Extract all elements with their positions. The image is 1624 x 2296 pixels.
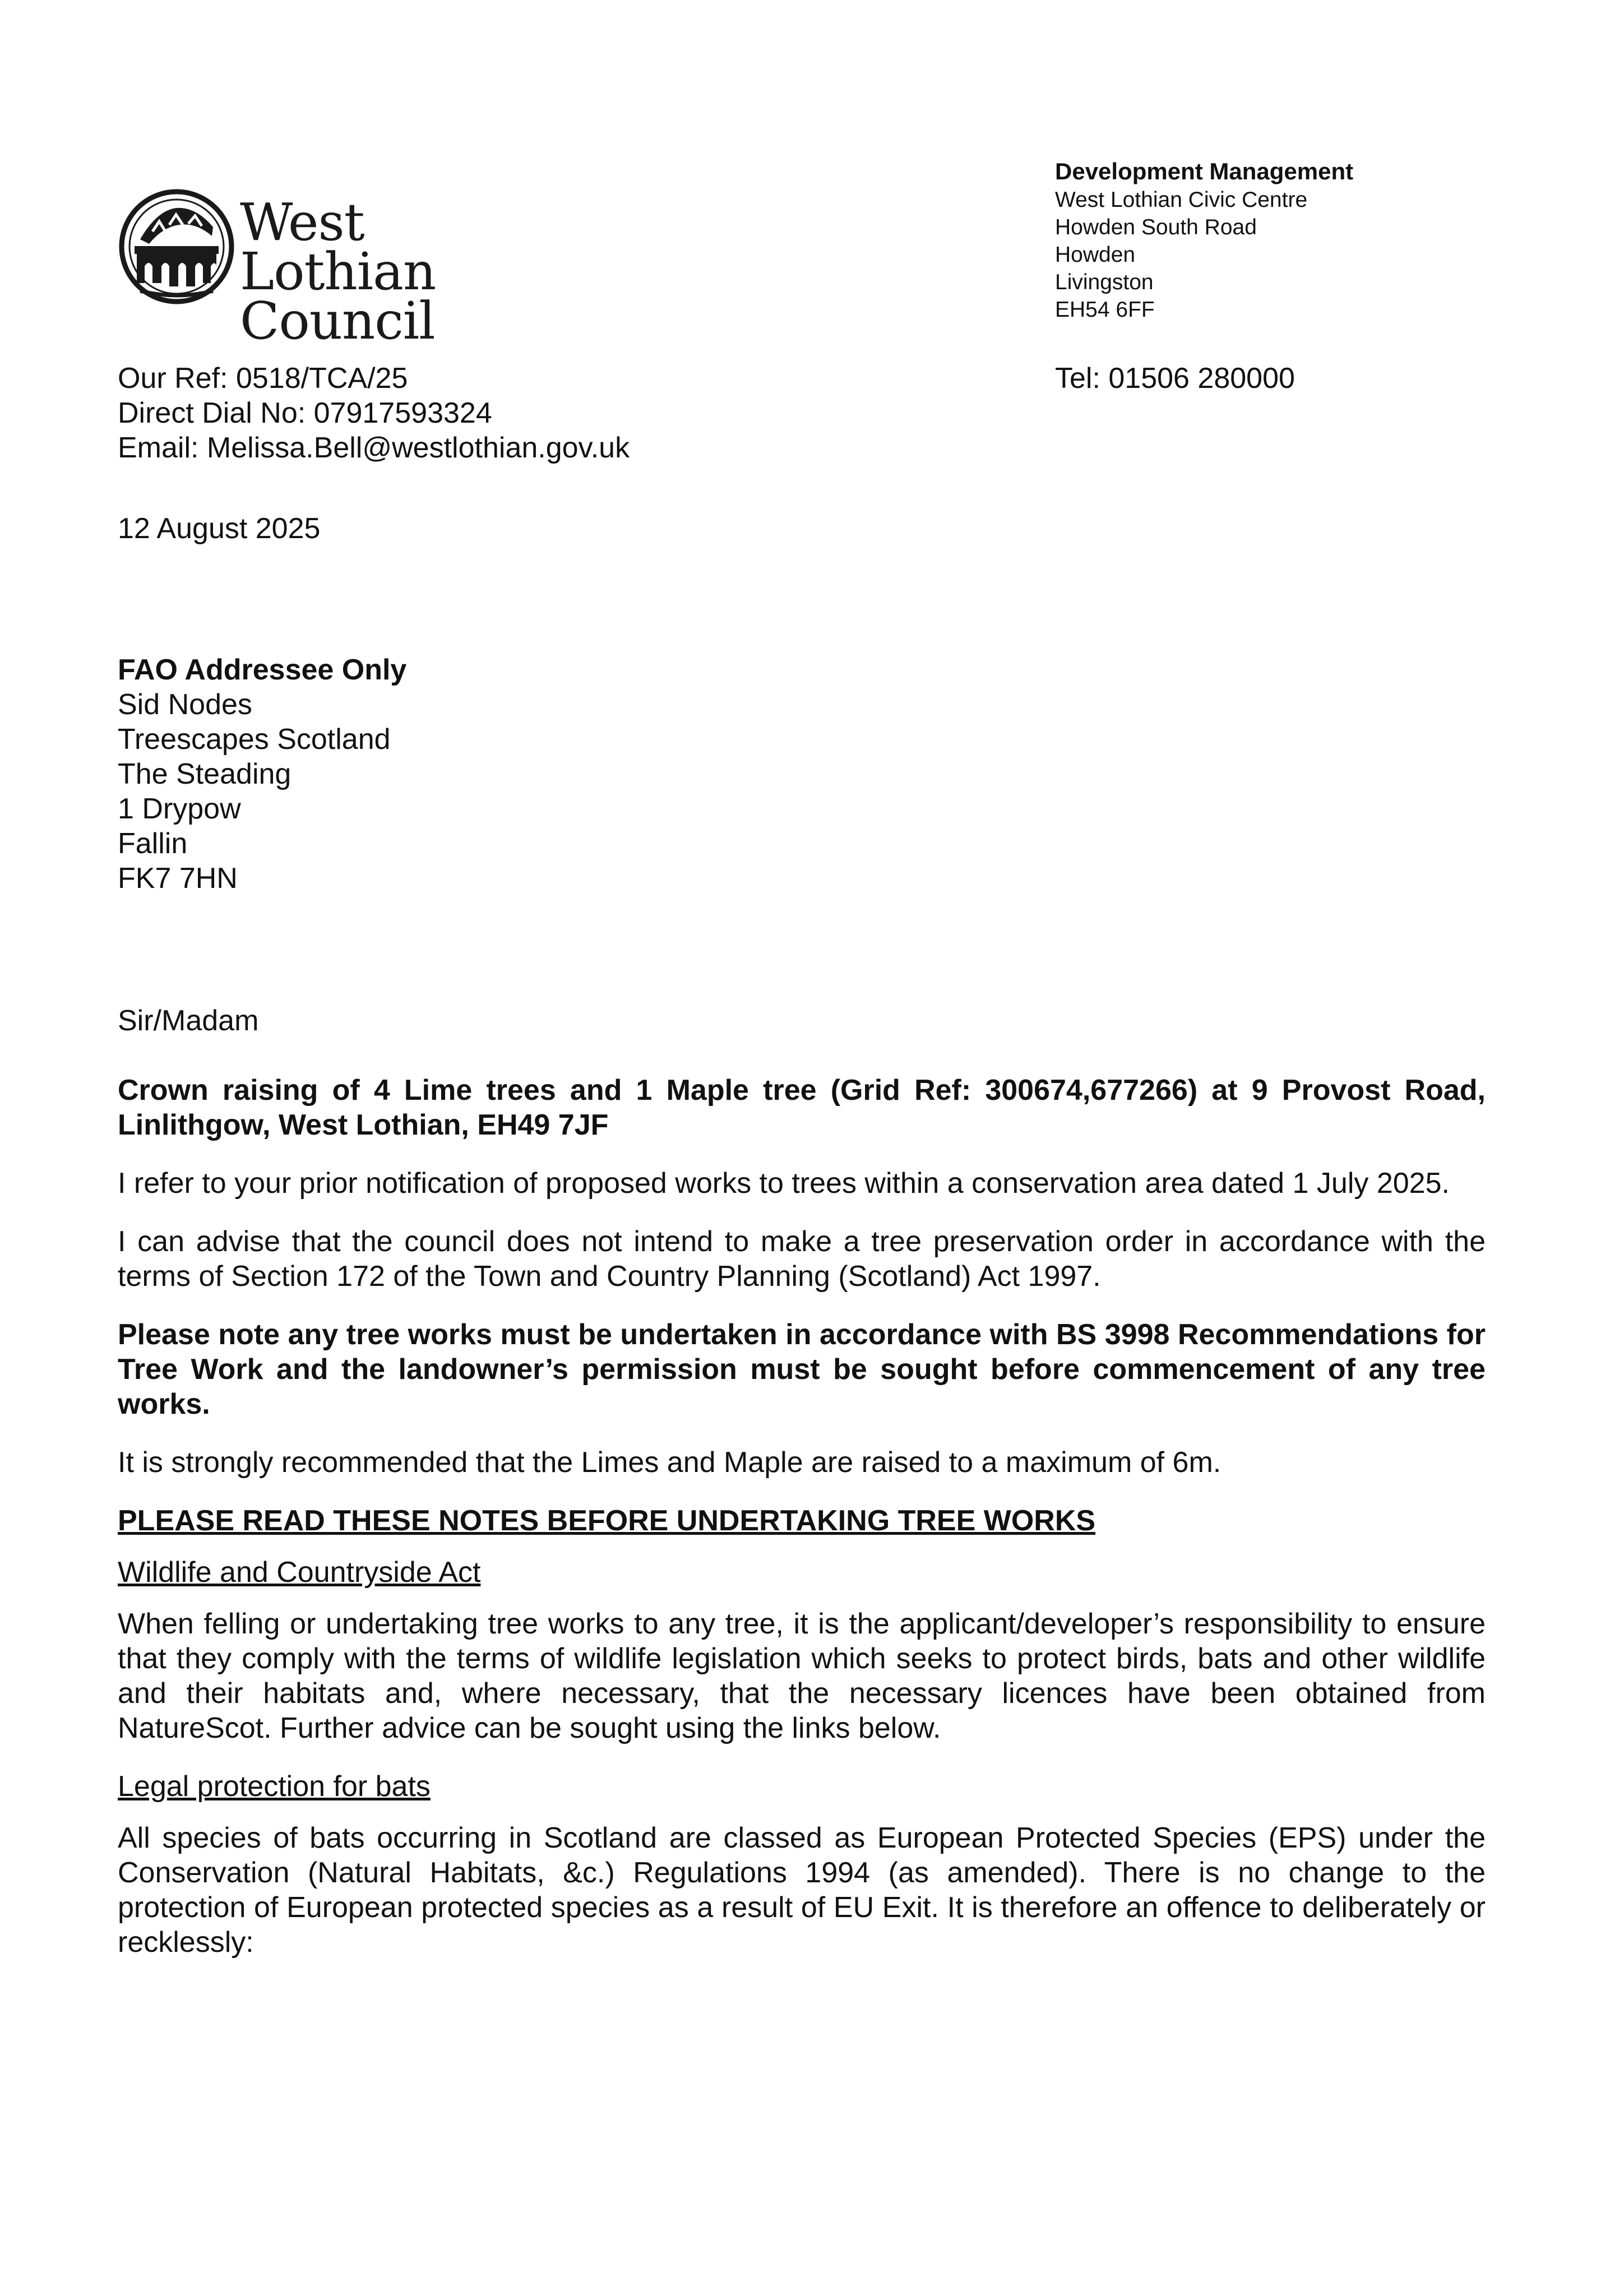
bats-protection-heading: Legal protection for bats xyxy=(118,1770,431,1803)
bats-protection-text: All species of bats occurring in Scotland are classed as European Protected Species (EPS) under the Conservation (Natural Habitats, &c.) Regulations 1994 (as amended). There is no change to the protection of European protected species as a result of EU Exit. It is therefore an offence to deliberately or recklessly: xyxy=(118,1822,1486,1959)
sender-address-line: Howden South Road xyxy=(1055,215,1257,239)
recipient-line: Sid Nodes xyxy=(118,688,252,721)
direct-dial: Direct Dial No: 07917593324 xyxy=(118,397,492,429)
logo-line-1: West Lothian xyxy=(240,192,436,302)
wildlife-act-heading: Wildlife and Countryside Act xyxy=(118,1556,481,1589)
recipient-line: FK7 7HN xyxy=(118,862,238,895)
our-reference: Our Ref: 0518/TCA/25 xyxy=(118,362,408,395)
salutation: Sir/Madam xyxy=(118,1004,259,1037)
sender-telephone: Tel: 01506 280000 xyxy=(1055,362,1295,395)
sender-address-line: West Lothian Civic Centre xyxy=(1055,188,1308,212)
sender-department: Development Management xyxy=(1055,158,1354,184)
council-logo-wordmark xyxy=(240,192,566,351)
recipient-address xyxy=(118,652,1486,896)
recipient-line: Fallin xyxy=(118,827,188,860)
sender-address-line: Livingston xyxy=(1055,270,1154,294)
logo-line-2: Council xyxy=(240,291,435,351)
reference-block xyxy=(118,361,1486,465)
paragraph-tpo-advice: I can advise that the council does not intend to make a tree preservation order in accordance with the terms of Section 172 of the Town and Country Planning (Scotland) Act 1997. xyxy=(118,1225,1486,1293)
council-crest-icon xyxy=(118,188,235,305)
sender-address-line: EH54 6FF xyxy=(1055,298,1155,322)
notes-heading: PLEASE READ THESE NOTES BEFORE UNDERTAKING TREE WORKS xyxy=(118,1505,1096,1537)
fao-line: FAO Addressee Only xyxy=(118,654,407,686)
council-logo xyxy=(118,188,566,351)
letter-body xyxy=(118,1073,1486,1983)
sender-address-line: Howden xyxy=(1055,243,1136,267)
paragraph-recommendation: It is strongly recommended that the Limes and Maple are raised to a maximum of 6m. xyxy=(118,1446,1222,1479)
letter-date: 12 August 2025 xyxy=(118,512,321,545)
contact-email[interactable]: Email: Melissa.Bell@westlothian.gov.uk xyxy=(118,432,630,464)
recipient-line: The Steading xyxy=(118,758,292,790)
wildlife-act-text: When felling or undertaking tree works to any tree, it is the applicant/developer’s responsibility to ensure that they comply with the terms of wildlife legislation which seeks to protect birds, bats and other wildlife and their habitats and, where necessary, that the necessary licences have been obtained from NatureScot. Further advice can be sought using the links below. xyxy=(118,1608,1486,1744)
paragraph-prior-notification: I refer to your prior notification of proposed works to trees within a conservation area dated 1 July 2025. xyxy=(118,1167,1450,1200)
sender-address xyxy=(1055,157,1560,323)
recipient-line: Treescapes Scotland xyxy=(118,723,391,756)
paragraph-bs3998-note: Please note any tree works must be undertaken in accordance with BS 3998 Recommendations for Tree Work and the landowner’s permission must be sought before commencement of any tree works. xyxy=(118,1318,1486,1420)
letter-subject: Crown raising of 4 Lime trees and 1 Maple tree (Grid Ref: 300674,677266) at 9 Provost Road, Linlithgow, West Lothian, EH49 7JF xyxy=(118,1074,1486,1141)
recipient-line: 1 Drypow xyxy=(118,793,241,825)
